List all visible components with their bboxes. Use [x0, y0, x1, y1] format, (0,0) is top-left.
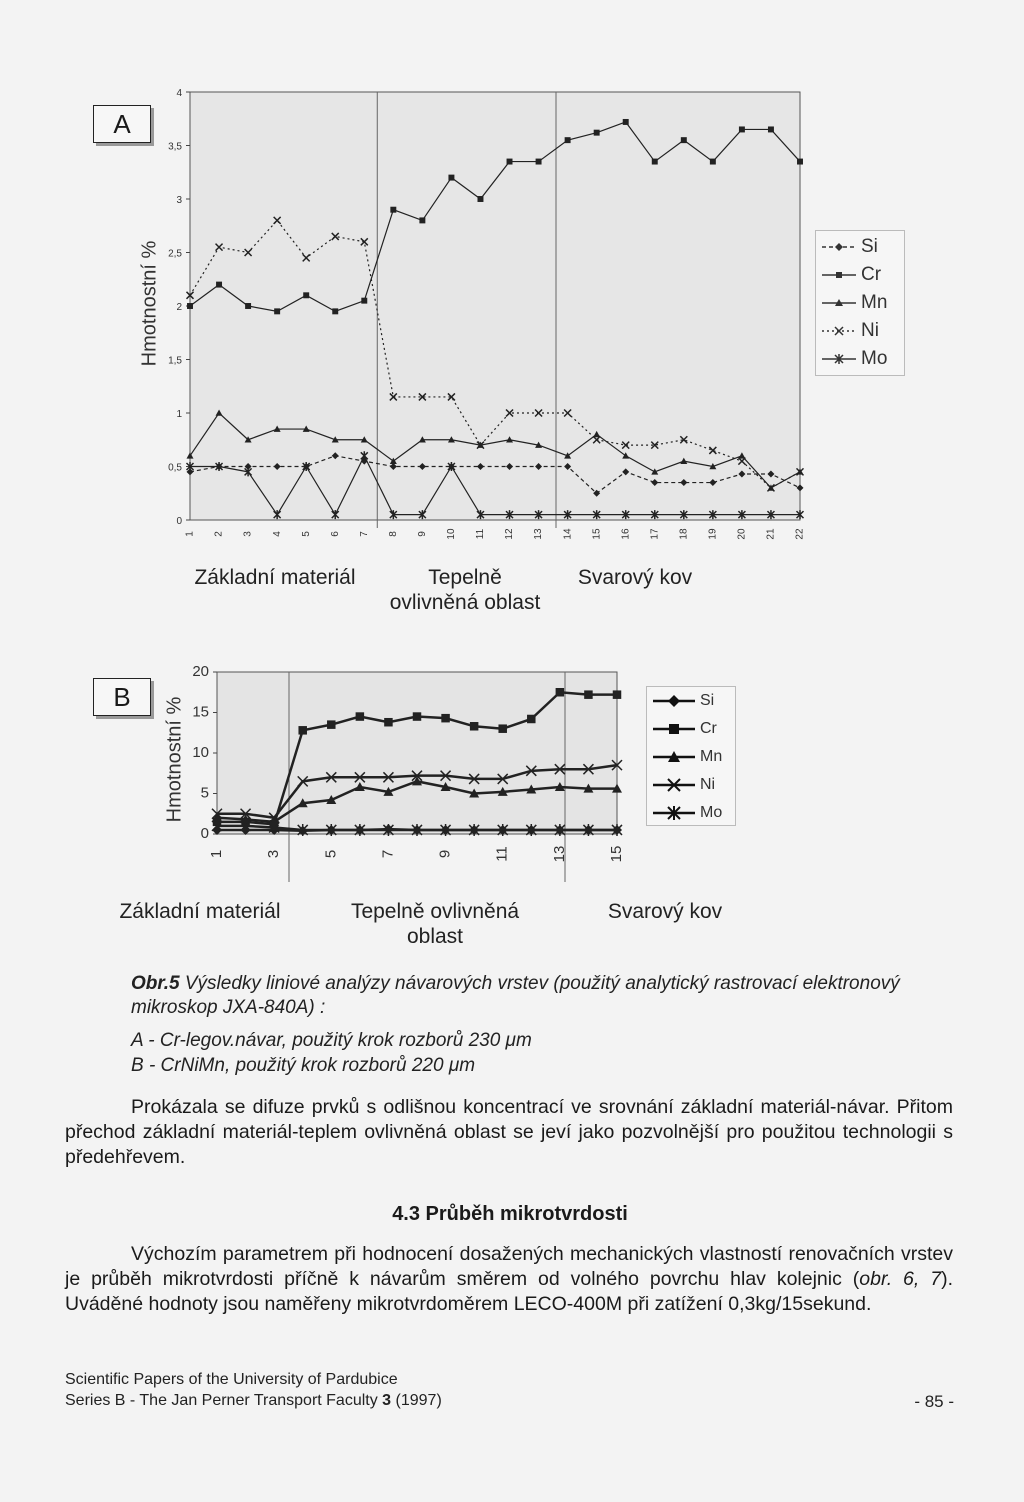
mn-marker-icon [820, 296, 858, 310]
data-point-cr [507, 159, 513, 165]
y-tick-label: 2,5 [168, 248, 182, 260]
data-point-cr [448, 175, 454, 181]
data-point-cr [527, 715, 536, 724]
mn-marker-icon [651, 750, 697, 764]
x-tick-label: 15 [607, 845, 625, 863]
x-tick-label: 15 [591, 528, 603, 540]
legend-a-cr [816, 261, 904, 289]
y-tick-label: 5 [200, 784, 209, 802]
data-point-cr [298, 726, 307, 735]
x-tick-label: 13 [533, 528, 545, 540]
legend-b-ni-label: Ni [700, 776, 716, 793]
legend-a-ni-label: Ni [861, 320, 879, 341]
data-point-cr [498, 724, 507, 733]
legend-b-ni [647, 771, 735, 799]
data-point-cr [245, 303, 251, 309]
x-tick-label: 8 [387, 531, 399, 537]
figure-caption [131, 972, 951, 1020]
chart-a-region-weld: Svarový kov [577, 566, 693, 589]
data-point-cr [332, 308, 338, 314]
x-tick-label: 21 [765, 528, 777, 540]
mo-marker-icon [820, 352, 858, 366]
data-point-cr [710, 159, 716, 165]
y-tick-label: 0 [200, 825, 209, 842]
y-tick-label: 10 [192, 744, 209, 761]
x-tick-label: 2 [213, 531, 225, 537]
y-tick-label: 3,5 [168, 141, 182, 153]
data-point-cr [384, 718, 393, 727]
footer [65, 1369, 442, 1411]
data-point-cr [216, 282, 222, 288]
cr-marker-icon [820, 268, 858, 282]
legend-a-mo-label: Mo [861, 348, 888, 369]
x-tick-label: 11 [475, 528, 487, 540]
ni-marker-icon [820, 324, 858, 338]
x-tick-label: 3 [242, 531, 254, 537]
x-tick-label: 7 [379, 849, 397, 859]
x-tick-label: 14 [562, 528, 574, 540]
chart-b [185, 655, 635, 885]
mo-marker-icon [651, 806, 697, 820]
chart-b-region-weld: Svarový kov [607, 900, 723, 923]
legend-a-si-label: Si [861, 236, 878, 257]
section-heading: 4.3 Průběh mikrotvrdosti [392, 1203, 628, 1225]
x-tick-label: 10 [446, 528, 458, 540]
footer-line-2 [65, 1390, 442, 1411]
data-point-cr [613, 690, 622, 699]
data-point-cr [478, 196, 484, 202]
x-tick-label: 11 [493, 846, 511, 862]
data-point-cr [584, 690, 593, 699]
data-point-cr [470, 722, 479, 731]
chart-a-legend [815, 230, 905, 376]
data-point-cr [390, 207, 396, 213]
y-tick-label: 0,5 [168, 462, 182, 474]
x-tick-label: 5 [300, 531, 312, 537]
chart-b-region-haz [330, 899, 540, 949]
caption-text: Výsledky liniové analýzy návarových vrstev (použitý analytický rastrovací elektronový mikroskop JXA-840A) : [131, 973, 900, 1018]
caption-line-a: A - Cr-legov.návar, použitý krok rozborů 230 μm [131, 1030, 532, 1051]
legend-a-ni [816, 317, 904, 345]
legend-b-si [647, 687, 735, 715]
data-point-cr [623, 119, 629, 125]
chart-b-ylabel: Hmotnostní % [163, 696, 186, 823]
legend-b-mo-label: Mo [700, 804, 723, 821]
panel-label-a: A [93, 105, 151, 143]
y-tick-label: 3 [176, 195, 182, 206]
y-tick-label: 2 [176, 302, 182, 313]
data-point-cr [768, 126, 774, 132]
x-tick-label: 7 [358, 531, 370, 537]
footer-line-1: Scientific Papers of the University of Pardubice [65, 1371, 398, 1388]
chart-b-legend [646, 686, 736, 826]
data-point-cr [327, 720, 336, 729]
data-point-cr [556, 688, 565, 697]
x-tick-label: 9 [417, 531, 429, 537]
y-tick-label: 0 [176, 516, 182, 527]
figure-reference: obr. 6, 7 [859, 1268, 942, 1290]
data-point-cr [739, 126, 745, 132]
y-tick-label: 15 [192, 703, 209, 721]
paragraph-2-text-a: Výchozím parametrem při hodnocení dosažených mechanických vlastností renovačních vrstev je průběh mikrotvrdosti příčně k návarům směrem od volného povrchu hlav kolejnic ( [65, 1243, 953, 1290]
cr-marker-icon [651, 722, 697, 736]
legend-b-si-label: Si [700, 692, 715, 709]
legend-b-cr [647, 715, 735, 743]
chart-a-region-base: Základní materiál [194, 566, 356, 589]
footer-volume: 3 [382, 1392, 392, 1409]
caption-line-b: B - CrNiMn, použitý krok rozborů 220 μm [131, 1055, 476, 1076]
paragraph-2-text-b: ). Uváděné hodnoty jsou naměřeny mikrotvrdoměrem LECO-400M při zatížení 0,3kg/15sekund. [65, 1268, 953, 1315]
chart-a-region-haz-text: Tepelně ovlivněná oblast [389, 566, 541, 614]
data-point-cr [652, 159, 658, 165]
data-point-cr [536, 159, 542, 165]
x-tick-label: 20 [736, 528, 748, 540]
chart-a [150, 80, 820, 550]
data-point-cr [565, 137, 571, 143]
caption-label: Obr.5 [131, 973, 180, 994]
paragraph-1 [65, 1095, 953, 1170]
legend-b-mn [647, 743, 735, 771]
data-point-cr [187, 303, 193, 309]
y-tick-label: 20 [192, 663, 209, 680]
ni-marker-icon [651, 778, 697, 792]
x-tick-label: 17 [649, 528, 661, 540]
legend-a-mn [816, 289, 904, 317]
x-tick-label: 4 [271, 531, 283, 537]
x-tick-label: 1 [207, 849, 225, 859]
x-tick-label: 3 [265, 849, 283, 859]
chart-b-region-base: Základní materiál [119, 900, 281, 923]
x-tick-label: 1 [184, 531, 196, 537]
si-marker-icon [651, 694, 697, 708]
data-point-cr [681, 137, 687, 143]
page-number: - 85 - [914, 1392, 954, 1411]
chart-a-ylabel: Hmotnostní % [138, 240, 161, 367]
y-tick-label: 1,5 [168, 355, 182, 367]
data-point-cr [419, 217, 425, 223]
data-point-cr [361, 298, 367, 304]
data-point-cr [594, 130, 600, 136]
y-tick-label: 4 [176, 88, 182, 99]
data-point-cr [797, 159, 803, 165]
data-point-cr [441, 714, 450, 723]
y-tick-label: 1 [176, 409, 182, 420]
data-point-cr [274, 308, 280, 314]
legend-a-mo [816, 345, 904, 373]
legend-b-cr-label: Cr [700, 720, 717, 737]
plot-area [190, 92, 800, 520]
legend-a-cr-label: Cr [861, 264, 882, 285]
x-tick-label: 16 [620, 528, 632, 540]
footer-year: (1997) [391, 1392, 442, 1409]
chart-b-region-haz-text: Tepelně ovlivněná oblast [350, 900, 520, 948]
paragraph-2 [65, 1242, 953, 1317]
panel-label-b: B [93, 678, 151, 716]
x-tick-label: 6 [329, 531, 341, 537]
legend-a-mn-label: Mn [861, 292, 888, 313]
x-tick-label: 9 [436, 849, 454, 859]
si-marker-icon [820, 240, 858, 254]
legend-b-mo [647, 799, 735, 827]
x-tick-label: 12 [504, 528, 516, 540]
x-tick-label: 19 [707, 528, 719, 540]
footer-series: Series B - The Jan Perner Transport Faculty [65, 1392, 383, 1409]
x-tick-label: 18 [678, 528, 690, 540]
x-tick-label: 5 [322, 849, 340, 859]
data-point-cr [356, 712, 365, 721]
x-tick-label: 13 [550, 845, 568, 863]
chart-a-region-haz [380, 565, 550, 615]
legend-b-mn-label: Mn [700, 748, 723, 765]
data-point-cr [413, 712, 422, 721]
legend-a-si [816, 233, 904, 261]
data-point-cr [303, 292, 309, 298]
paragraph-1-text: Prokázala se difuze prvků s odlišnou koncentrací ve srovnání základní materiál-návar. Přitom přechod základní materiál-teplem ovlivněná oblast se jeví jako pozvolnější pro použitou technologii s předehřevem. [65, 1096, 953, 1168]
x-tick-label: 22 [794, 528, 806, 540]
